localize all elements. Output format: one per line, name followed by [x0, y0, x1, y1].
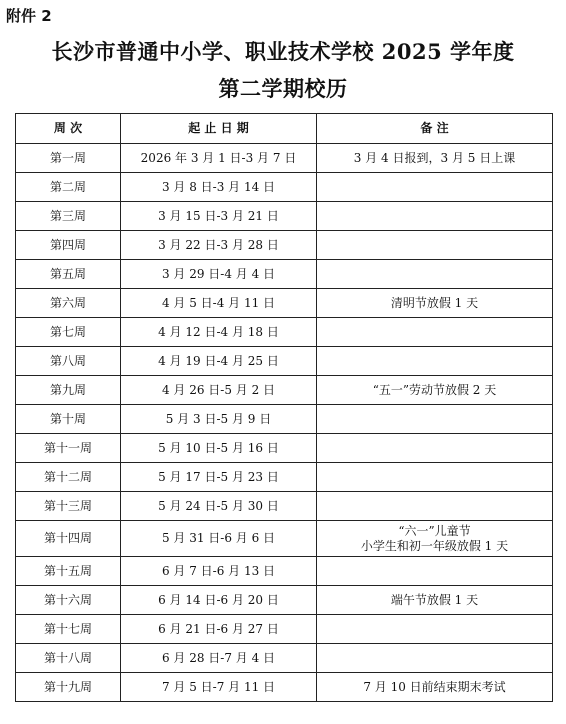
document-title-line1: 长沙市普通中小学、职业技术学校 2025 学年度 [51, 39, 515, 64]
document-title-line2: 第二学期校历 [218, 76, 348, 101]
date-range-cell: 6 月 14 日-6 月 20 日 [121, 586, 317, 615]
date-range-cell: 7 月 5 日-7 月 11 日 [121, 673, 317, 702]
note-cell [317, 521, 553, 557]
table-row [16, 434, 553, 463]
date-range-cell: 6 月 28 日-7 月 4 日 [121, 644, 317, 673]
table-row [16, 644, 553, 673]
date-range-cell: 5 月 24 日-5 月 30 日 [121, 492, 317, 521]
week-cell: 第三周 [16, 202, 121, 231]
week-cell: 第十四周 [16, 521, 121, 557]
note-cell: 7 月 10 日前结束期末考试 [317, 673, 553, 702]
week-cell: 第四周 [16, 231, 121, 260]
note-cell [317, 173, 553, 202]
note-cell [317, 492, 553, 521]
date-range-cell: 3 月 29 日-4 月 4 日 [121, 260, 317, 289]
week-cell: 第八周 [16, 347, 121, 376]
table-row [16, 318, 553, 347]
note-cell: 3 月 4 日报到，3 月 5 日上课 [317, 144, 553, 173]
attachment-label: 附件 2 [6, 7, 52, 25]
week-cell: 第十周 [16, 405, 121, 434]
table-row [16, 615, 553, 644]
table-row [16, 231, 553, 260]
table-header-row [16, 114, 553, 144]
note-cell: 清明节放假 1 天 [317, 289, 553, 318]
note-cell [317, 202, 553, 231]
note-cell [317, 405, 553, 434]
note-cell: “五一”劳动节放假 2 天 [317, 376, 553, 405]
note-line: 小学生和初一年级放假 1 天 [360, 538, 509, 553]
date-range-cell: 3 月 22 日-3 月 28 日 [121, 231, 317, 260]
header-dates: 起 止 日 期 [121, 114, 317, 144]
note-cell [317, 347, 553, 376]
date-range-cell: 6 月 21 日-6 月 27 日 [121, 615, 317, 644]
date-range-cell: 4 月 5 日-4 月 11 日 [121, 289, 317, 318]
date-range-cell: 5 月 31 日-6 月 6 日 [121, 521, 317, 557]
table-row [16, 376, 553, 405]
table-row [16, 260, 553, 289]
table-row [16, 347, 553, 376]
note-cell [317, 231, 553, 260]
date-range-cell: 5 月 10 日-5 月 16 日 [121, 434, 317, 463]
note-cell [317, 615, 553, 644]
note-line: “六一”儿童节 [398, 523, 471, 538]
date-range-cell: 4 月 26 日-5 月 2 日 [121, 376, 317, 405]
note-cell [317, 318, 553, 347]
week-cell: 第十八周 [16, 644, 121, 673]
note-cell [317, 260, 553, 289]
table-row [16, 557, 553, 586]
week-cell: 第十七周 [16, 615, 121, 644]
table-row [16, 289, 553, 318]
date-range-cell: 3 月 15 日-3 月 21 日 [121, 202, 317, 231]
table-row [16, 202, 553, 231]
date-range-cell: 4 月 12 日-4 月 18 日 [121, 318, 317, 347]
table-row [16, 521, 553, 557]
week-cell: 第二周 [16, 173, 121, 202]
date-range-cell: 2026 年 3 月 1 日-3 月 7 日 [121, 144, 317, 173]
date-range-cell: 5 月 17 日-5 月 23 日 [121, 463, 317, 492]
header-notes: 备 注 [317, 114, 553, 144]
table-row [16, 673, 553, 702]
note-cell: 端午节放假 1 天 [317, 586, 553, 615]
note-cell [317, 557, 553, 586]
date-range-cell: 3 月 8 日-3 月 14 日 [121, 173, 317, 202]
table-row [16, 405, 553, 434]
week-cell: 第九周 [16, 376, 121, 405]
table-row [16, 144, 553, 173]
week-cell: 第一周 [16, 144, 121, 173]
week-cell: 第五周 [16, 260, 121, 289]
table-body [16, 144, 553, 702]
week-cell: 第十九周 [16, 673, 121, 702]
note-cell [317, 644, 553, 673]
school-calendar-table [15, 113, 553, 702]
week-cell: 第十五周 [16, 557, 121, 586]
week-cell: 第六周 [16, 289, 121, 318]
note-cell [317, 463, 553, 492]
table-row [16, 492, 553, 521]
week-cell: 第七周 [16, 318, 121, 347]
week-cell: 第十三周 [16, 492, 121, 521]
week-cell: 第十二周 [16, 463, 121, 492]
date-range-cell: 6 月 7 日-6 月 13 日 [121, 557, 317, 586]
table-row [16, 463, 553, 492]
header-week: 周 次 [16, 114, 121, 144]
week-cell: 第十一周 [16, 434, 121, 463]
date-range-cell: 4 月 19 日-4 月 25 日 [121, 347, 317, 376]
date-range-cell: 5 月 3 日-5 月 9 日 [121, 405, 317, 434]
week-cell: 第十六周 [16, 586, 121, 615]
table-row [16, 586, 553, 615]
note-cell [317, 434, 553, 463]
table-row [16, 173, 553, 202]
